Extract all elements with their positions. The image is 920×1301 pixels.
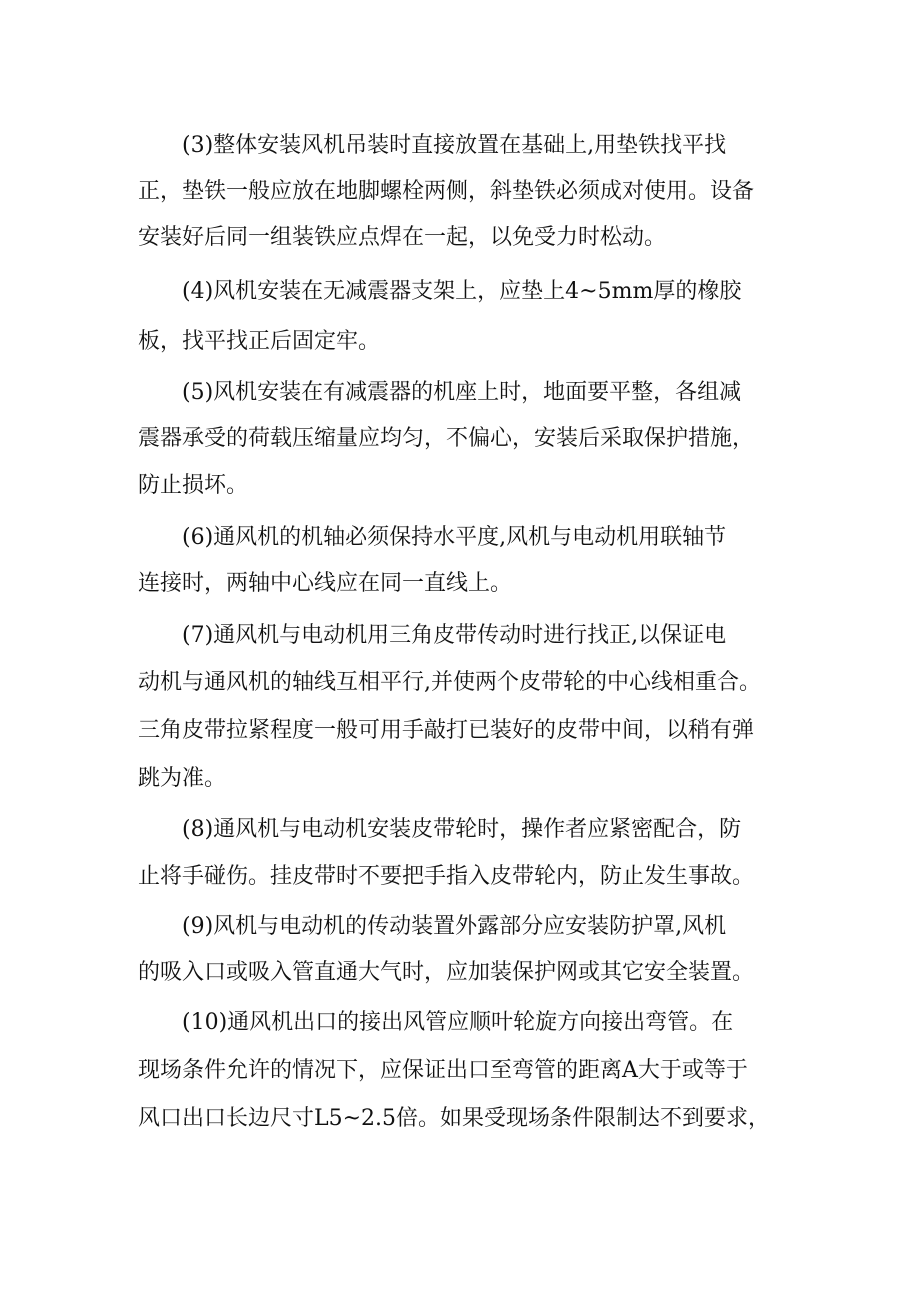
paragraph-9-line-2: 的吸入口或吸入管直通大气时，应加装保护网或其它安全装置。 — [138, 960, 755, 985]
paragraph-3-line-2: 正，垫铁一般应放在地脚螺栓两侧，斜垫铁必须成对使用。设备 — [138, 179, 755, 204]
paragraph-7-line-3: 三角皮带拉紧程度一般可用手敲打已装好的皮带中间，以稍有弹 — [138, 718, 755, 743]
paragraph-3-line-3: 安装好后同一组装铁应点焊在一起，以免受力时松动。 — [138, 225, 667, 250]
paragraph-6-line-2: 连接时，两轴中心线应在同一直线上。 — [138, 571, 513, 596]
paragraph-10-line-3: 风口出口长边尺寸L5~2.5倍。如果受现场条件限制达不到要求， — [138, 1106, 771, 1131]
paragraph-8-line-2: 止将手碰伤。挂皮带时不要把手指入皮带轮内，防止发生事故。 — [138, 864, 755, 889]
paragraph-4-line-2: 板，找平找正后固定牢。 — [138, 329, 381, 354]
paragraph-5-line-2: 震器承受的荷载压缩量应均匀，不偏心，安装后采取保护措施， — [138, 426, 755, 451]
paragraph-3-line-1: (3)整体安装风机吊装时直接放置在基础上,用垫铁找平找 — [182, 133, 727, 158]
paragraph-10-line-2: 现场条件允许的情况下，应保证出口至弯管的距离A大于或等于 — [138, 1058, 748, 1083]
paragraph-9-line-1: (9)风机与电动机的传动装置外露部分应安装防护罩,风机 — [182, 914, 727, 939]
paragraph-4-line-1: (4)风机安装在无减震器支架上，应垫上4~5mm厚的橡胶 — [182, 279, 742, 304]
paragraph-5-line-3: 防止损坏。 — [138, 473, 249, 498]
paragraph-7-line-4: 跳为准。 — [138, 766, 227, 791]
paragraph-7-line-2: 动机与通风机的轴线互相平行,并使两个皮带轮的中心线相重合。 — [138, 670, 761, 695]
paragraph-10-line-1: (10)通风机出口的接出风管应顺叶轮旋方向接出弯管。在 — [182, 1010, 734, 1035]
paragraph-7-line-1: (7)通风机与电动机用三角皮带传动时进行找正,以保证电 — [182, 623, 727, 648]
paragraph-6-line-1: (6)通风机的机轴必须保持水平度,风机与电动机用联轴节 — [182, 525, 727, 550]
paragraph-8-line-1: (8)通风机与电动机安装皮带轮时，操作者应紧密配合，防 — [182, 817, 742, 842]
paragraph-5-line-1: (5)风机安装在有减震器的机座上时，地面要平整，各组减 — [182, 380, 742, 405]
